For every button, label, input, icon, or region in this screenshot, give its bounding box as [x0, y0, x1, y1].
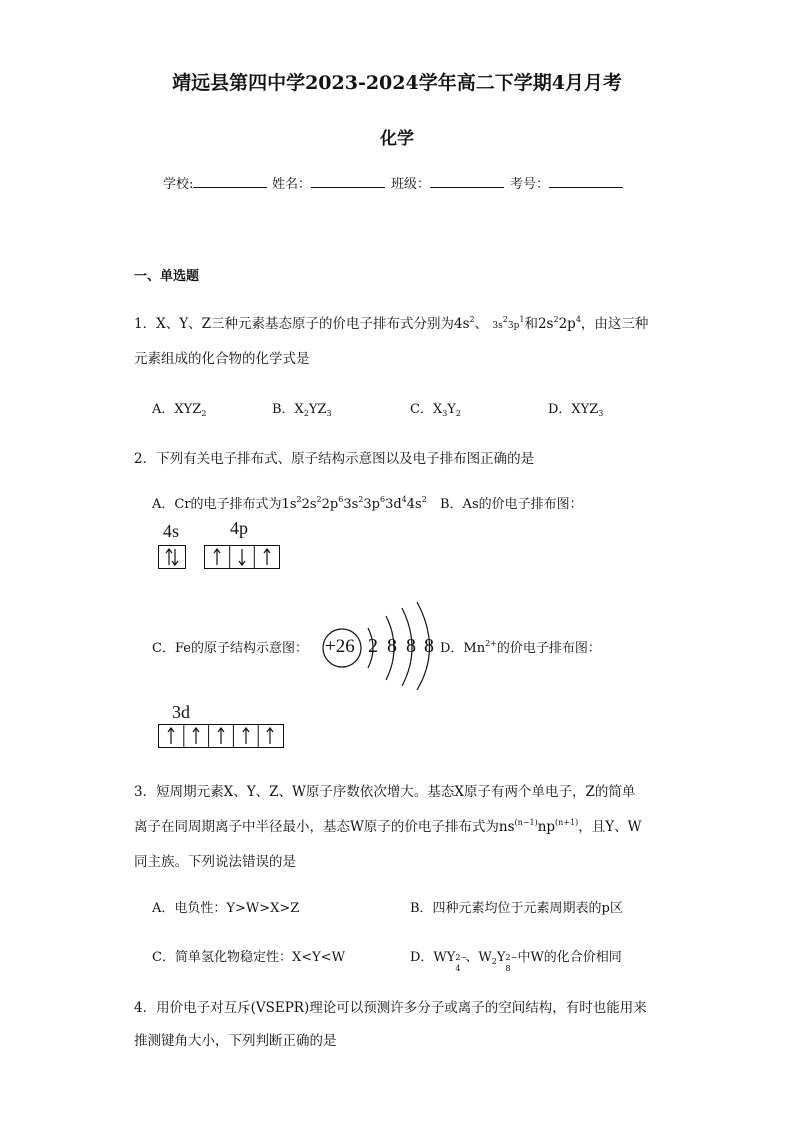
name-field	[272, 173, 385, 192]
orbital-3d-box	[158, 724, 284, 748]
arrows-icon	[159, 725, 283, 747]
q1-stem-line1: 1．X、Y、Z三种元素基态原子的价电子排布式分别为$4s^2$、 $3s^23p^1$和$2s^22p^4$，由这三种	[134, 315, 649, 332]
q1-option-a[interactable]: A．$XYZ_2$	[152, 402, 207, 418]
q4-stem-line2: 推测键角大小，下列判断正确的是	[134, 1033, 337, 1049]
q3-option-a[interactable]: A．电负性：Y>W>X>Z	[152, 901, 300, 916]
shell-count-3: 8	[406, 635, 416, 657]
q3-stem-line2: 离子在同周期离子中半径最小，基态W原子的价电子排布式为$ns^{(n-1)}np^{(n+1)}$，且Y、W	[134, 818, 642, 835]
q2-stem: 2．下列有关电子排布式、原子结构示意图以及电子排布图正确的是	[134, 451, 535, 467]
name-blank[interactable]	[311, 175, 385, 188]
class-blank[interactable]	[430, 175, 504, 188]
page-title: 靖远县第四中学2023-2024学年高二下学期4月月考	[172, 72, 622, 94]
orbital-4s-box	[158, 545, 186, 569]
shell-count-1: 2	[368, 635, 378, 657]
exam-number-label: 考号：	[510, 177, 550, 192]
orbital-4p-label: 4p	[230, 518, 248, 538]
nucleus-charge: +26	[325, 636, 355, 657]
shell-count-4: 8	[424, 635, 434, 657]
q3-option-b[interactable]: B．四种元素均位于元素周期表的p区	[410, 901, 623, 916]
q1-option-b[interactable]: B．$X_2YZ_3$	[272, 402, 332, 418]
school-field	[163, 173, 267, 192]
q1-option-d[interactable]: D．$XYZ_3$	[548, 402, 604, 418]
exam-number-field	[510, 173, 623, 192]
subject-title: 化学	[380, 129, 414, 149]
q1-option-c[interactable]: C．$X_3Y_2$	[410, 402, 461, 418]
q2-option-c[interactable]: C．Fe的原子结构示意图：	[152, 641, 308, 656]
name-label: 姓名：	[272, 177, 312, 192]
class-label: 班级：	[391, 177, 431, 192]
exam-number-blank[interactable]	[549, 175, 623, 188]
arrow-up-down-icon	[159, 546, 185, 568]
class-field	[391, 173, 504, 192]
school-label: 学校:	[163, 177, 194, 192]
q2-option-a[interactable]: A．Cr的电子排布式为$1s^22s^22p^63s^23p^63d^44s^2$	[152, 495, 427, 512]
section-title: 一、单选题	[134, 269, 200, 284]
q4-stem-line1: 4．用价电子对互斥(VSEPR)理论可以预测许多分子或离子的空间结构，有时也能用来	[134, 1000, 647, 1016]
orbital-4p-box	[204, 545, 280, 569]
q3-stem-line3: 同主族。下列说法错误的是	[134, 854, 296, 870]
q3-stem-line1: 3．短周期元素X、Y、Z、W原子序数依次增大。基态X原子有两个单电子，Z的简单	[134, 784, 636, 800]
q3-option-d[interactable]: D．WY 2− 4 、$W_2Y$ 2− 8 中W的化合价相同	[410, 950, 622, 973]
q2-option-b[interactable]: B．As的价电子排布图：	[440, 497, 583, 512]
arrows-icon	[205, 546, 279, 568]
q2-option-d[interactable]: D．$Mn^{2+}$的价电子排布图：	[440, 639, 601, 656]
school-blank[interactable]	[193, 175, 267, 188]
q1-stem-line2: 元素组成的化合物的化学式是	[134, 351, 310, 367]
orbital-3d-label: 3d	[172, 702, 190, 722]
q3-option-c[interactable]: C．简单氢化物稳定性：X<Y<W	[152, 950, 345, 965]
shell-count-2: 8	[387, 635, 397, 657]
orbital-4s-label: 4s	[163, 521, 180, 541]
